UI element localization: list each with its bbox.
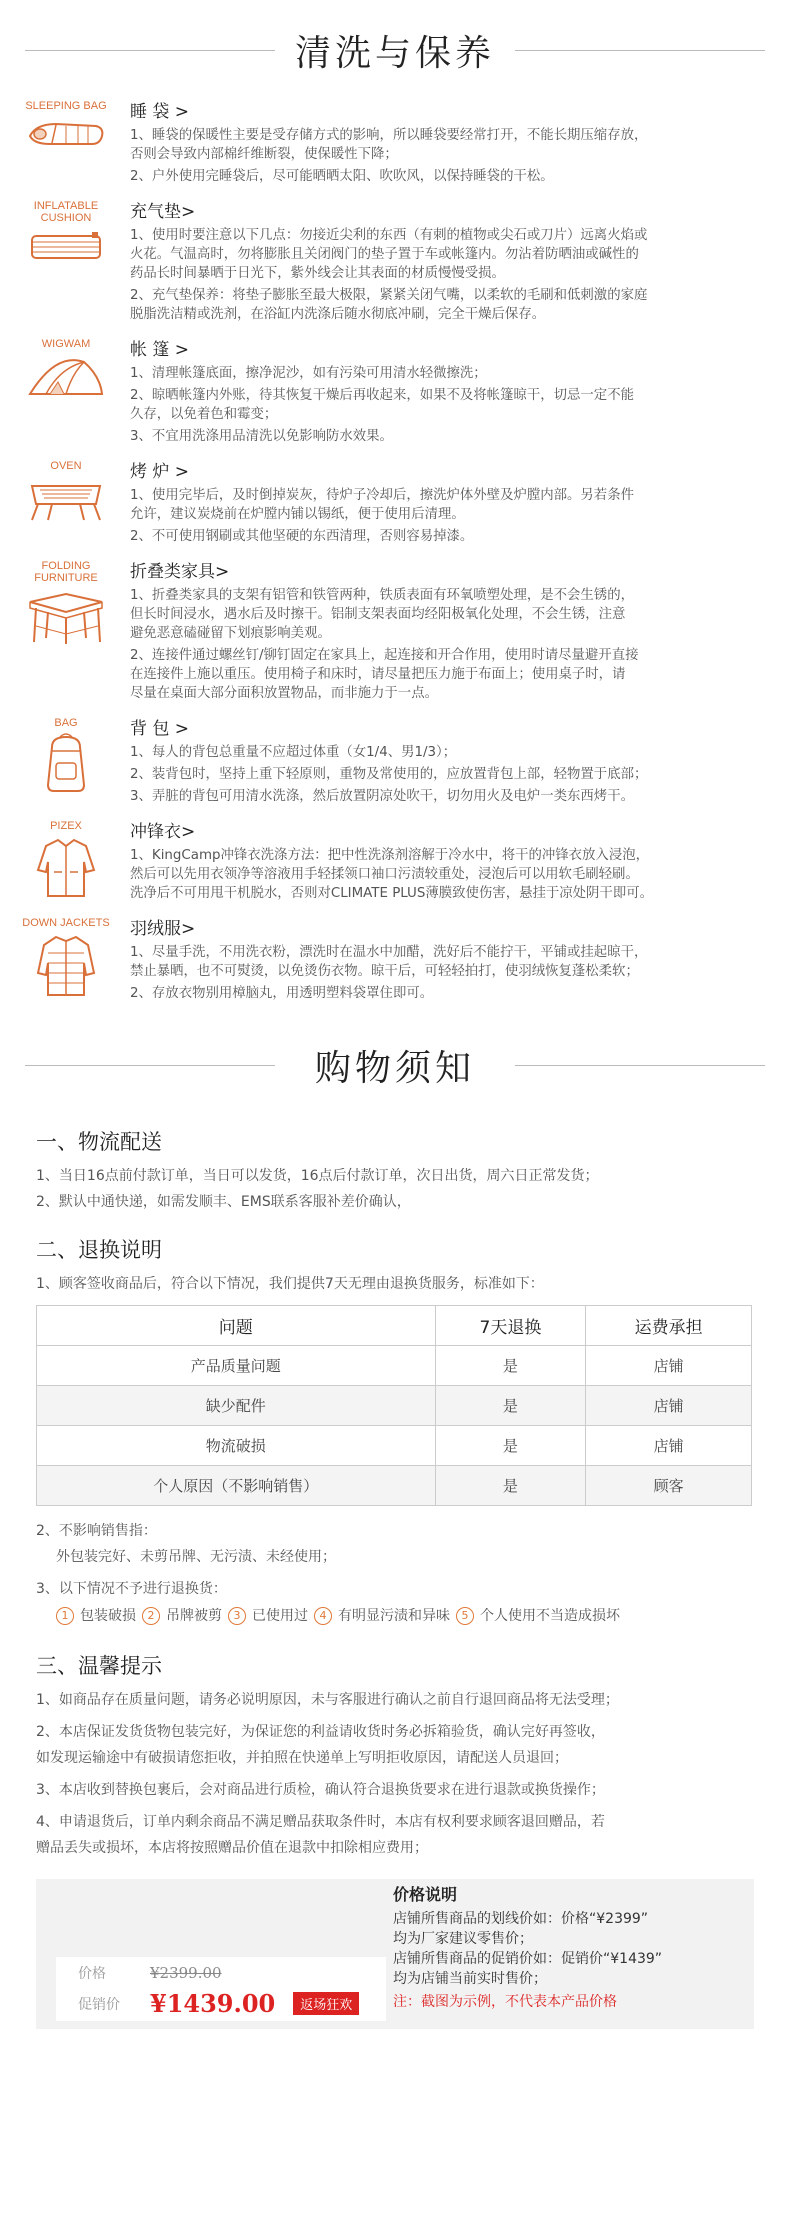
no-impact-text: 外包装完好、未剪吊牌、无污渍、未经使用； — [56, 1549, 336, 1565]
exclusion-number: 3 — [228, 1607, 246, 1625]
care-item-line: 1、折叠类家具的支架有铝管和铁管两种，铁质表面有环氧喷塑处理，是不会生锈的， — [130, 588, 634, 603]
care-item-line: 允许，建议炭烧前在炉膛内铺以锡纸，便于使用后清理。 — [130, 507, 465, 522]
price-info-line: 均为店铺当前实时售价； — [393, 1971, 547, 1987]
table-header: 问题 — [37, 1306, 436, 1346]
table-row — [37, 1466, 752, 1506]
backpack-icon — [10, 733, 122, 793]
care-item-line: 1、睡袋的保暖性主要是受存储方式的影响，所以睡袋要经常打开，不能长期压缩存放， — [130, 128, 648, 143]
care-item-title: 羽绒服> — [130, 919, 196, 939]
care-item-line: 2、存放衣物别用樟脑丸，用透明塑料袋罩住即可。 — [130, 986, 434, 1001]
care-item-icon-block — [10, 460, 122, 524]
table-cell: 产品质量问题 — [37, 1346, 436, 1386]
list-price-row — [78, 1963, 222, 1983]
promo-price-label: 促销价 — [78, 1996, 120, 2013]
care-item — [10, 338, 772, 446]
table-row — [37, 1426, 752, 1466]
tip-line: 4、申请退货后，订单内剩余商品不满足赠品获取条件时，本店有权利要求顾客退回赠品，若 — [36, 1814, 605, 1830]
exclusion-text: 包装破损 — [80, 1608, 136, 1624]
care-item-line: 1、KingCamp冲锋衣洗涤方法：把中性洗涤剂溶解于冷水中，将干的冲锋衣放入浸泡， — [130, 848, 649, 863]
care-item-text — [122, 200, 772, 324]
care-item-icon-block — [10, 717, 122, 793]
exclusion-number: 4 — [314, 1607, 332, 1625]
exclusion-item — [314, 1603, 450, 1629]
divider — [25, 1065, 275, 1066]
sleeping-bag-icon — [10, 116, 122, 150]
tip-line: 3、本店收到替换包裹后，会对商品进行质检，确认符合退换货要求在进行退款或换货操作； — [36, 1782, 605, 1798]
price-card — [56, 1957, 386, 2021]
care-item-line: 久存，以免着色和霉变； — [130, 407, 278, 422]
care-item-icon-block — [10, 560, 122, 646]
care-item — [10, 200, 772, 324]
care-item-line: 洗净后不可用甩干机脱水，否则对CLIMATE PLUS薄膜致使伤害，悬挂于凉处阴干即可。 — [130, 886, 653, 901]
promo-price-row — [78, 1989, 359, 2018]
table-cell: 店铺 — [586, 1386, 752, 1426]
table-cell: 是 — [435, 1346, 586, 1386]
care-item-line: 3、不宜用洗涤用品清洗以免影响防水效果。 — [130, 429, 393, 444]
care-item-title: 充气垫> — [130, 202, 196, 222]
oven-icon — [10, 476, 122, 524]
care-item-icon-block — [10, 917, 122, 999]
care-item-title: 冲锋衣> — [130, 822, 196, 842]
exclusion-item — [56, 1603, 136, 1629]
inflatable-cushion-icon — [10, 228, 122, 264]
care-item-line: 2、晾晒帐篷内外账，待其恢复干燥后再收起来，如果不及将帐篷晾干，切忌一定不能 — [130, 388, 634, 403]
price-info-title: 价格说明 — [393, 1885, 458, 1904]
promo-badge: 返场狂欢 — [293, 1992, 359, 2015]
table-cell: 店铺 — [586, 1346, 752, 1386]
care-item-title: 睡 袋 > — [130, 102, 190, 122]
notice-section-title: 购物须知 — [303, 1040, 487, 1091]
care-item-line: 在连接件上施以重压。使用椅子和床时，请尽量把压力施于布面上；使用桌子时，请 — [130, 667, 626, 682]
table-header-row — [37, 1306, 752, 1346]
care-item-line: 脱脂洗洁精或洗剂，在浴缸内洗涤后随水彻底冲刷，完全干燥后保存。 — [130, 307, 546, 322]
care-item — [10, 100, 772, 186]
list-price: ¥2399.00 — [150, 1964, 222, 1982]
table-cell: 个人原因（不影响销售） — [37, 1466, 436, 1506]
care-item-line: 1、使用完毕后，及时倒掉炭灰，待炉子冷却后，擦洗炉体外壁及炉膛内部。另若条件 — [130, 488, 634, 503]
care-item — [10, 820, 772, 903]
exclusion-text: 个人使用不当造成损坏 — [480, 1608, 620, 1624]
care-item-text — [122, 100, 772, 186]
notice-section-header — [0, 1017, 790, 1113]
price-info-line: 店铺所售商品的划线价如：价格“¥2399” — [393, 1911, 649, 1927]
price-info-note: 注：截图为示例，不代表本产品价格 — [393, 1994, 617, 2010]
returns-title: 二、退换说明 — [36, 1238, 162, 1262]
care-item-text — [122, 820, 772, 903]
care-item-line: 1、清理帐篷底面，擦净泥沙，如有污染可用清水轻微擦洗； — [130, 366, 487, 381]
divider — [515, 50, 765, 51]
exclusion-item — [142, 1603, 222, 1629]
care-section-header — [0, 0, 790, 100]
returns-table — [36, 1305, 752, 1506]
care-item-line: 3、弄脏的背包可用清水洗涤，然后放置阴凉处吹干，切勿用火及电炉一类东西烤干。 — [130, 789, 634, 804]
care-item-line: 2、户外使用完睡袋后，尽可能晒晒太阳、吹吹风，以保持睡袋的干松。 — [130, 169, 554, 184]
care-item-icon-block — [10, 820, 122, 900]
care-item-line: 然后可以先用衣领净等溶液用手轻揉领口袖口污渍较重处，浸泡后可以用软毛刷轻刷。 — [130, 867, 639, 882]
price-info-line: 均为厂家建议零售价； — [393, 1931, 533, 1947]
folding-table-icon — [10, 588, 122, 646]
no-impact-title: 2、不影响销售指： — [36, 1523, 157, 1539]
care-item-english-label: OVEN — [50, 460, 82, 472]
notice-body — [0, 1127, 790, 1861]
table-cell: 物流破损 — [37, 1426, 436, 1466]
care-item — [10, 917, 772, 1003]
exclusion-item — [228, 1603, 308, 1629]
table-header: 7天退换 — [435, 1306, 586, 1346]
care-section-title: 清洗与保养 — [283, 25, 507, 76]
care-item-title: 折叠类家具> — [130, 562, 230, 582]
care-item-title: 背 包 > — [130, 719, 190, 739]
care-item-title: 烤 炉 > — [130, 462, 190, 482]
care-item-text — [122, 338, 772, 446]
care-item-text — [122, 460, 772, 546]
care-item-english-label: BAG — [54, 717, 78, 729]
care-item-english-label: DOWN JACKETS — [22, 917, 110, 929]
care-item-text — [122, 717, 772, 806]
exclusion-text: 有明显污渍和异味 — [338, 1608, 450, 1624]
exclusion-number: 2 — [142, 1607, 160, 1625]
down-jacket-icon — [10, 933, 122, 999]
table-cell: 缺少配件 — [37, 1386, 436, 1426]
care-item-line: 2、连接件通过螺丝钉/铆钉固定在家具上，起连接和开合作用，使用时请尽量避开直接 — [130, 648, 639, 663]
price-example-box — [36, 1879, 754, 2029]
care-item-english-label: SLEEPING BAG — [25, 100, 107, 112]
tip-line: 1、如商品存在质量问题，请务必说明原因，未与客服进行确认之前自行退回商品将无法受理； — [36, 1692, 619, 1708]
divider — [515, 1065, 765, 1066]
exclusions-list — [36, 1602, 754, 1629]
logistics-line: 1、当日16点前付款订单，当日可以发货，16点后付款订单，次日出货，周六日正常发货； — [36, 1168, 599, 1184]
promo-price: ¥1439.00 — [150, 1989, 276, 2018]
care-item — [10, 560, 772, 703]
tips-list — [36, 1687, 754, 1861]
exclusion-item — [456, 1603, 620, 1629]
table-row — [37, 1386, 752, 1426]
tent-icon — [10, 354, 122, 400]
care-item-english-label: INFLATABLE CUSHION — [33, 200, 99, 224]
care-item-title: 帐 篷 > — [130, 340, 190, 360]
care-item-line: 避免恶意磕碰留下划痕影响美观。 — [130, 626, 331, 641]
jacket-icon — [10, 836, 122, 900]
care-item-line: 1、每人的背包总重量不应超过体重（女1/4、男1/3）； — [130, 745, 457, 760]
care-item-line: 但长时间浸水，遇水后及时擦干。铝制支架表面均经阳极氧化处理，不会生锈，注意 — [130, 607, 626, 622]
care-item-icon-block — [10, 100, 122, 150]
care-item-line: 2、充气垫保养：将垫子膨胀至最大极限，紧紧关闭气嘴，以柔软的毛刷和低刺激的家庭 — [130, 288, 648, 303]
tips-title: 三、温馨提示 — [36, 1654, 162, 1678]
tip-line: 2、本店保证发货货物包装完好，为保证您的利益请收货时务必拆箱验货，确认完好再签收， — [36, 1724, 605, 1740]
exclusion-number: 5 — [456, 1607, 474, 1625]
exclusion-text: 吊牌被剪 — [166, 1608, 222, 1624]
table-cell: 是 — [435, 1386, 586, 1426]
divider — [25, 50, 275, 51]
care-item-text — [122, 917, 772, 1003]
returns-intro: 1、顾客签收商品后，符合以下情况，我们提供7天无理由退换货服务，标准如下： — [36, 1276, 544, 1292]
care-item — [10, 460, 772, 546]
care-item-english-label: FOLDING FURNITURE — [34, 560, 98, 584]
price-info-line: 店铺所售商品的促销价如：促销价“¥1439” — [393, 1951, 663, 1967]
table-cell: 是 — [435, 1426, 586, 1466]
table-cell: 店铺 — [586, 1426, 752, 1466]
exclusions-title: 3、以下情况不予进行退换货： — [36, 1581, 227, 1597]
care-item-line: 1、尽量手洗，不用洗衣粉，漂洗时在温水中加醋，洗好后不能拧干，平铺或挂起晾干， — [130, 945, 648, 960]
logistics-title: 一、物流配送 — [36, 1130, 162, 1154]
exclusion-number: 1 — [56, 1607, 74, 1625]
care-item-line: 2、不可使用钢刷或其他坚硬的东西清理，否则容易掉漆。 — [130, 529, 474, 544]
care-item-line: 禁止暴晒，也不可熨烫，以免烫伤衣物。晾干后，可轻轻拍打，使羽绒恢复蓬松柔软； — [130, 964, 639, 979]
care-list — [0, 100, 790, 1003]
care-item-line: 2、装背包时，坚持上重下轻原则，重物及常使用的，应放置背包上部，轻物置于底部； — [130, 767, 648, 782]
table-header: 运费承担 — [586, 1306, 752, 1346]
care-item-line: 火花。气温高时，勿将膨胀且关闭阀门的垫子置于车或帐篷内。勿沾着防晒油或碱性的 — [130, 247, 639, 262]
care-item-english-label: WIGWAM — [41, 338, 91, 350]
table-row — [37, 1346, 752, 1386]
care-item-line: 否则会导致内部棉纤维断裂，使保暖性下降； — [130, 147, 398, 162]
care-item-icon-block — [10, 338, 122, 400]
list-price-label: 价格 — [78, 1966, 106, 1982]
care-item — [10, 717, 772, 806]
exclusion-text: 已使用过 — [252, 1608, 308, 1624]
tip-line: 赠品丢失或损坏，本店将按照赠品价值在退款中扣除相应费用； — [36, 1840, 428, 1856]
care-item-line: 药品长时间暴晒于日光下，紫外线会让其表面的材质慢慢受损。 — [130, 266, 505, 281]
table-cell: 是 — [435, 1466, 586, 1506]
care-item-english-label: PIZEX — [50, 820, 82, 832]
logistics-line: 2、默认中通快递，如需发顺丰、EMS联系客服补差价确认， — [36, 1194, 411, 1210]
care-item-line: 1、使用时要注意以下几点：勿接近尖利的东西（有刺的植物或尖石或刀片）远离火焰或 — [130, 228, 648, 243]
tip-line: 如发现运输途中有破损请您拒收，并拍照在快递单上写明拒收原因，请配送人员退回； — [36, 1750, 568, 1766]
care-item-icon-block — [10, 200, 122, 264]
care-item-text — [122, 560, 772, 703]
price-explanation — [393, 1881, 723, 2015]
table-cell: 顾客 — [586, 1466, 752, 1506]
care-item-line: 尽量在桌面大部分面积放置物品，而非施力于一点。 — [130, 686, 438, 701]
